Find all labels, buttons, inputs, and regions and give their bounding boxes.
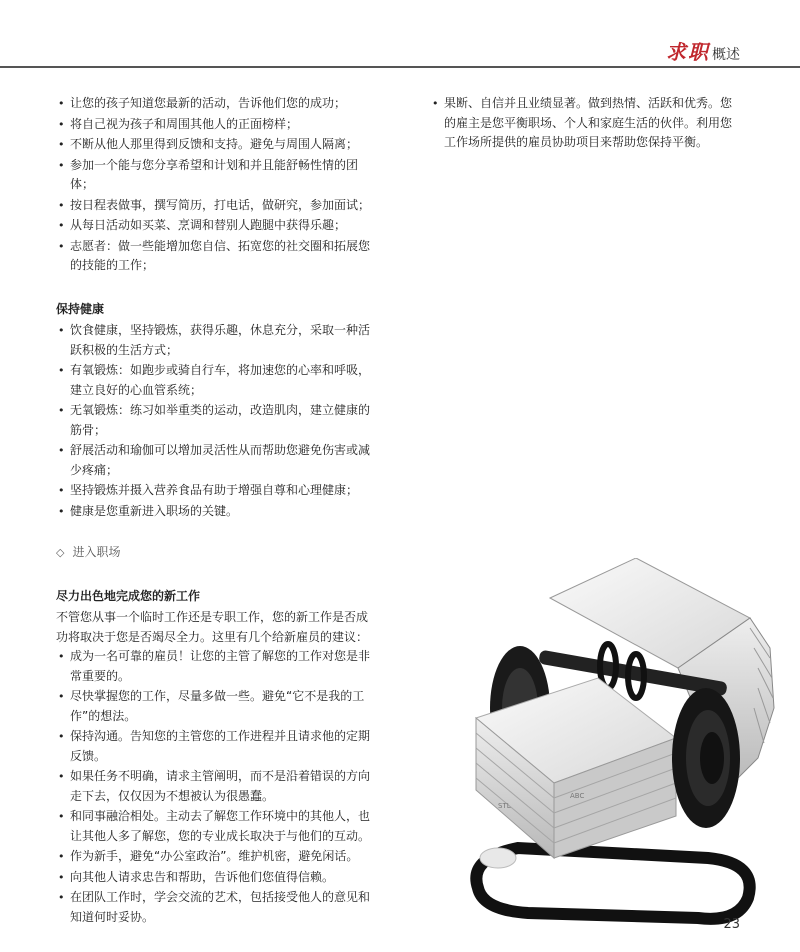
list-item: • 果断、自信并且业绩显著。做到热情、活跃和优秀。您的雇主是您平衡职场、个人和家庭生活的伙伴。利用您工作场所提供的雇员协助项目来帮助您保持平衡。	[430, 94, 740, 153]
new-job-heading: 尽力出色地完成您的新工作	[56, 588, 201, 603]
list-item: • 参加一个能与您分享希望和计划和并且能舒畅性情的团体；	[56, 156, 376, 195]
list-item: • 如果任务不明确，请求主管阐明，而不是沿着错误的方向走下去，仅仅因为不想被认为很愚蠢。	[56, 767, 376, 806]
new-job-list	[56, 647, 376, 927]
list-item: • 尽快掌握您的工作，尽量多做一些。避免“它不是我的工作”的想法。	[56, 687, 376, 726]
list-item: • 从每日活动如买菜、烹调和替别人跑腿中获得乐趣；	[56, 216, 376, 236]
list-item: • 健康是您重新进入职场的关键。	[56, 502, 376, 522]
card-tab-label: STL	[498, 802, 511, 810]
list-item: • 将自己视为孩子和周围其他人的正面榜样；	[56, 115, 376, 135]
card-tab-label: ABC	[570, 792, 585, 800]
list-item: • 有氧锻炼：如跑步或骑自行车，将加速您的心率和呼吸，建立良好的心血管系统；	[56, 361, 376, 400]
header-divider	[0, 66, 800, 68]
list-item: • 舒展活动和瑜伽可以增加灵活性从而帮助您避免伤害或减少疼痛；	[56, 441, 376, 480]
right-column	[430, 94, 740, 154]
list-item: • 向其他人请求忠告和帮助，告诉他们您值得信赖。	[56, 868, 376, 888]
list-item: • 按日程表做事，撰写简历，打电话，做研究，参加面试；	[56, 196, 376, 216]
list-item: • 不断从他人那里得到反馈和支持。避免与周围人隔离；	[56, 135, 376, 155]
diamond-icon: ◇	[56, 546, 65, 559]
list-item: • 作为新手，避免“办公室政治”。维护机密，避免闲话。	[56, 847, 376, 867]
family-support-list	[56, 94, 376, 276]
section-marker	[56, 543, 376, 563]
health-heading: 保持健康	[56, 301, 105, 316]
section-marker-label: 进入职场	[72, 545, 121, 559]
header-subtitle: 概述	[712, 47, 740, 63]
list-item: • 和同事融洽相处。主动去了解您工作环境中的其他人，也让其他人多了解您，您的专业成长取决于与他们的互动。	[56, 807, 376, 846]
page-number: 23	[723, 917, 740, 932]
new-job-intro: 不管您从事一个临时工作还是专职工作，您的新工作是否成功将取决于您是否竭尽全力。这里有几个给新雇员的建议：	[56, 610, 369, 644]
left-column	[56, 94, 376, 928]
list-item: • 无氧锻炼：练习如举重类的运动，改造肌肉，建立健康的筋骨；	[56, 401, 376, 440]
header-brand: 求职	[666, 40, 710, 64]
list-item: • 坚持锻炼并摄入营养食品有助于增强自尊和心理健康；	[56, 481, 376, 501]
rotary-card-file-image	[458, 558, 778, 928]
health-list	[56, 321, 376, 521]
list-item: • 饮食健康，坚持锻炼，获得乐趣，休息充分，采取一种活跃积极的生活方式；	[56, 321, 376, 360]
list-item: • 成为一名可靠的雇员！让您的主管了解您的工作对您是非常重要的。	[56, 647, 376, 686]
balance-list	[430, 94, 740, 153]
header-title	[666, 36, 740, 65]
list-item: • 保持沟通。告知您的主管您的工作进程并且请求他的定期反馈。	[56, 727, 376, 766]
list-item: • 志愿者：做一些能增加您自信、拓宽您的社交圈和拓展您的技能的工作；	[56, 237, 376, 276]
list-item: • 在团队工作时，学会交流的艺术，包括接受他人的意见和知道何时妥协。	[56, 888, 376, 927]
list-item: • 让您的孩子知道您最新的活动，告诉他们您的成功；	[56, 94, 376, 114]
